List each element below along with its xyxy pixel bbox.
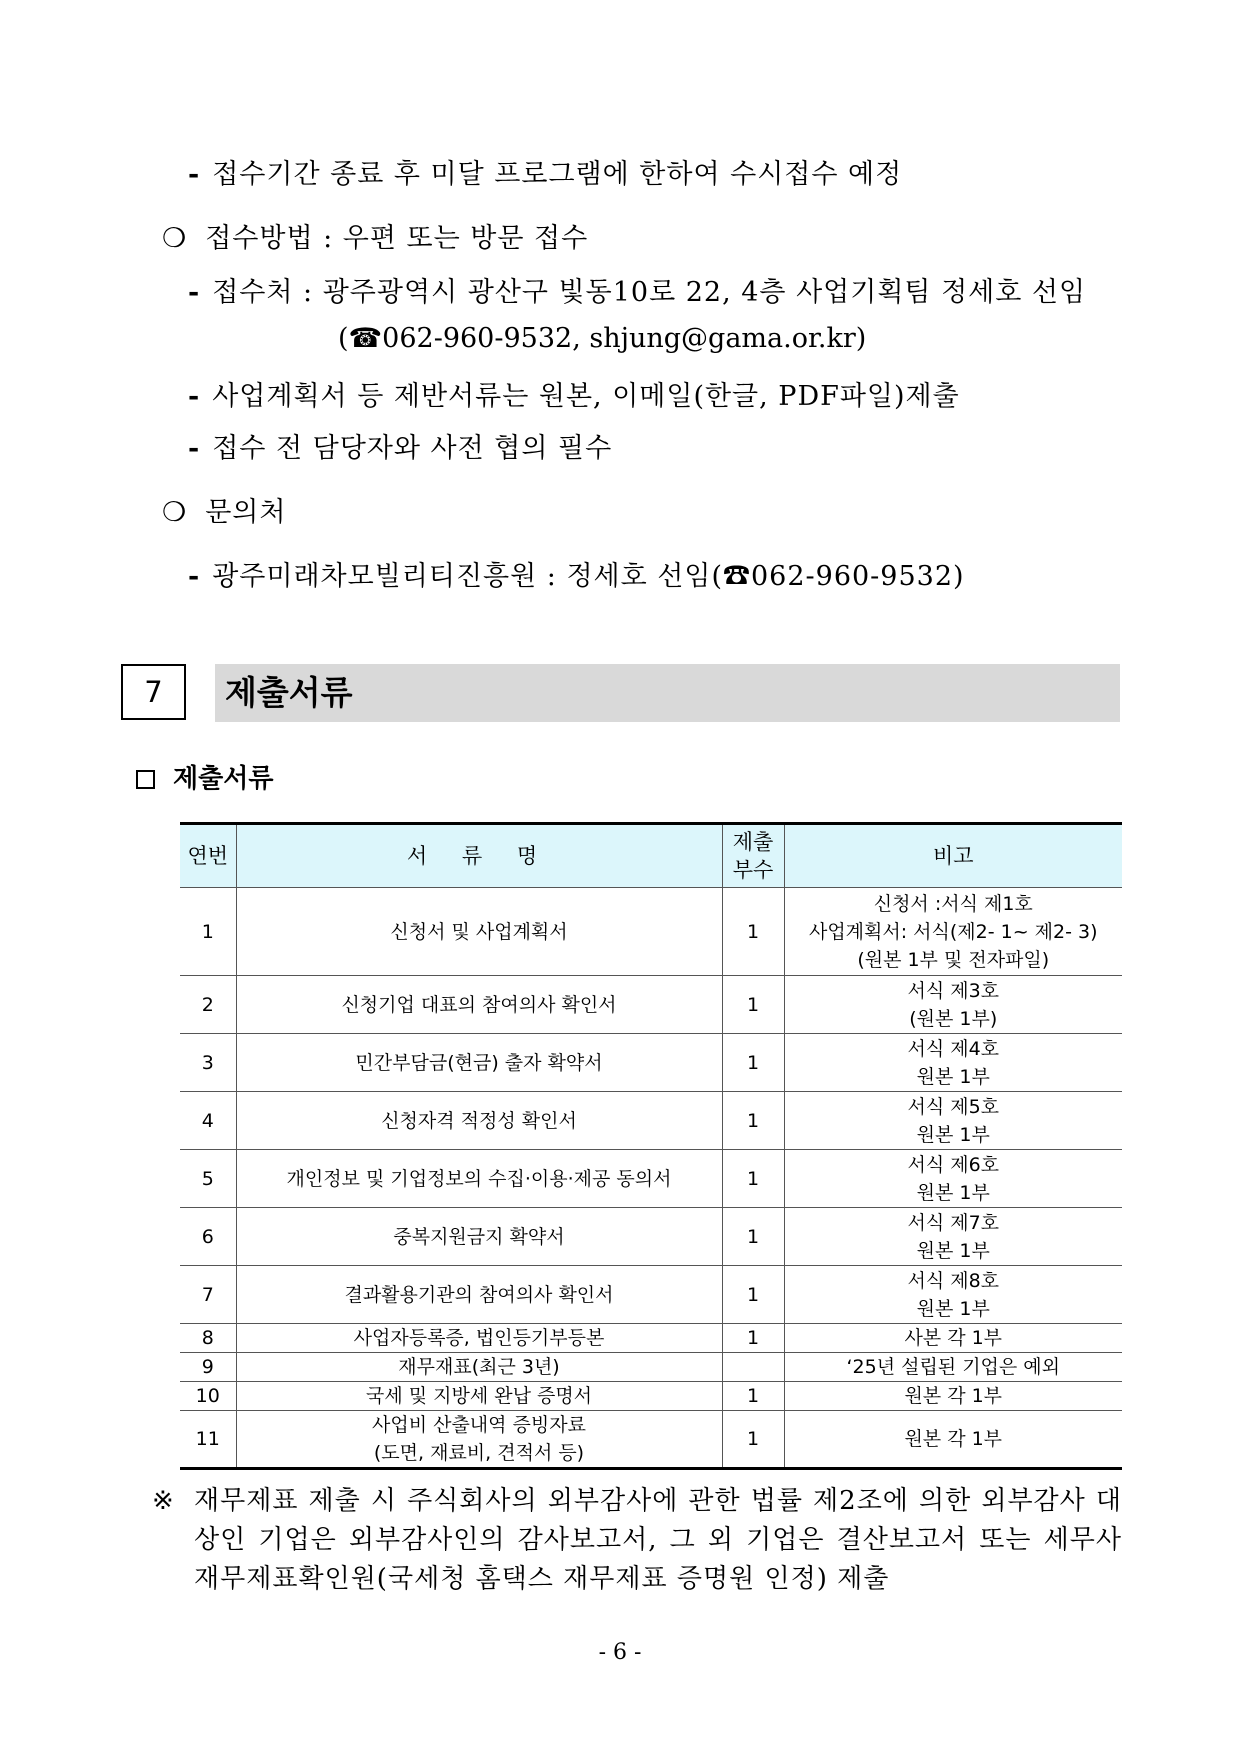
section-number-box: 7 (121, 664, 186, 720)
cell-copies: 1 (722, 976, 784, 1034)
cell-name: 개인정보 및 기업정보의 수집·이용·제공 동의서 (236, 1150, 722, 1208)
bullet-line-2 (162, 216, 588, 255)
table-row (180, 1382, 1122, 1411)
bullet-marker: - (188, 277, 201, 308)
cell-copies: 1 (722, 888, 784, 976)
cell-remark (784, 1092, 1122, 1150)
cell-remark (784, 1150, 1122, 1208)
cell-no: 3 (180, 1034, 236, 1092)
remark-line: 원본 1부 (916, 1065, 990, 1088)
cell-no: 9 (180, 1353, 236, 1382)
footnote (152, 1482, 1122, 1599)
cell-remark (784, 1382, 1122, 1411)
bullet-text: 광주미래차모빌리티진흥원 : 정세호 선임(☎062-960-9532) (212, 561, 965, 592)
remark-line: 원본 1부 (916, 1297, 990, 1320)
bullet-line-1 (188, 152, 902, 191)
cell-copies: 1 (722, 1034, 784, 1092)
bullet-marker: - (188, 433, 201, 464)
section-title: 제출서류 (225, 673, 353, 712)
circle-marker-icon: ❍ (162, 497, 188, 528)
cell-name: 사업자등록증, 법인등기부등본 (236, 1324, 722, 1353)
remark-line: 원본 1부 (916, 1239, 990, 1262)
bullet-text: 문의처 (205, 497, 287, 528)
subsection-title: 제출서류 (173, 764, 274, 794)
cell-name: 민간부담금(현금) 출자 확약서 (236, 1034, 722, 1092)
remark-line: 원본 각 1부 (904, 1428, 1003, 1450)
table-row (180, 1150, 1122, 1208)
table-row (180, 1266, 1122, 1324)
table-row (180, 1034, 1122, 1092)
cell-name: 재무재표(최근 3년) (236, 1353, 722, 1382)
bullet-text: 접수방법 : 우편 또는 방문 접수 (205, 223, 589, 254)
cell-copies: 1 (722, 1092, 784, 1150)
contact-text: (☎062-960-9532, shjung@gama.or.kr) (338, 323, 867, 354)
bullet-text: 접수기간 종료 후 미달 프로그램에 한하여 수시접수 예정 (212, 159, 903, 190)
cell-name: 결과활용기관의 참여의사 확인서 (236, 1266, 722, 1324)
section-title-bar (215, 664, 1120, 722)
remark-line: ‘25년 설립된 기업은 예외 (846, 1356, 1061, 1378)
cell-no: 6 (180, 1208, 236, 1266)
remark-line: 원본 1부 (916, 1123, 990, 1146)
bullet-marker: - (188, 381, 201, 412)
header-remark: 비고 (784, 824, 1122, 888)
cell-no: 4 (180, 1092, 236, 1150)
header-copies-line2: 부수 (732, 858, 774, 882)
remark-line: 서식 제7호 (907, 1211, 1000, 1234)
note-text: 재무제표 제출 시 주식회사의 외부감사에 관한 법률 제2조에 의한 외부감사 대상인 기업은 외부감사인의 감사보고서, 그 외 기업은 결산보고서 또는 세무사 재무제표확인원(국세청 홈택스 재무제표 증명원 인정) 제출 (194, 1486, 1122, 1594)
remark-line: 신청서 :서식 제1호 (873, 892, 1033, 915)
cell-remark (784, 1353, 1122, 1382)
remark-line: 서식 제3호 (907, 979, 1000, 1002)
bullet-marker: - (188, 561, 201, 592)
bullet-line-3 (188, 270, 1086, 309)
remark-line: (원본 1부) (909, 1007, 998, 1030)
cell-name: 중복지원금지 확약서 (236, 1208, 722, 1266)
remark-line: 사업계획서: 서식(제2- 1~ 제2- 3) (808, 920, 1098, 943)
bullet-line-6 (188, 426, 612, 465)
remark-line: 사본 각 1부 (904, 1327, 1003, 1349)
cell-name: 사업비 산출내역 증빙자료 (도면, 재료비, 견적서 등) (236, 1411, 722, 1469)
cell-name: 신청자격 적정성 확인서 (236, 1092, 722, 1150)
bullet-marker: - (188, 159, 201, 190)
contact-line (338, 323, 866, 354)
cell-no: 7 (180, 1266, 236, 1324)
remark-line: 서식 제6호 (907, 1153, 1000, 1176)
documents-table (180, 822, 1122, 1470)
cell-remark (784, 976, 1122, 1034)
cell-name: 국세 및 지방세 완납 증명서 (236, 1382, 722, 1411)
cell-remark (784, 1324, 1122, 1353)
cell-copies: 1 (722, 1324, 784, 1353)
table-row (180, 1353, 1122, 1382)
page-number: - 6 - (598, 1640, 642, 1665)
cell-copies (722, 1353, 784, 1382)
header-copies-line1: 제출 (732, 830, 774, 854)
bullet-line-8 (188, 554, 965, 593)
cell-copies: 1 (722, 1150, 784, 1208)
square-box-icon (136, 770, 155, 789)
cell-no: 8 (180, 1324, 236, 1353)
header-name: 서 류 명 (236, 824, 722, 888)
remark-line: 원본 각 1부 (904, 1385, 1003, 1407)
cell-no: 2 (180, 976, 236, 1034)
header-copies (722, 824, 784, 888)
remark-line: 서식 제8호 (907, 1269, 1000, 1292)
cell-remark (784, 1034, 1122, 1092)
table-row (180, 1208, 1122, 1266)
bullet-line-5 (188, 374, 960, 413)
table-header-row (180, 824, 1122, 888)
table-row (180, 1324, 1122, 1353)
cell-copies: 1 (722, 1411, 784, 1469)
note-mark: ※ (152, 1486, 174, 1516)
cell-remark (784, 1266, 1122, 1324)
bullet-line-7 (162, 490, 286, 529)
remark-line: 원본 1부 (916, 1181, 990, 1204)
cell-no: 1 (180, 888, 236, 976)
table-row (180, 1092, 1122, 1150)
header-no: 연번 (180, 824, 236, 888)
remark-line: 서식 제5호 (907, 1095, 1000, 1118)
cell-copies: 1 (722, 1382, 784, 1411)
subsection-heading (136, 758, 273, 795)
table-row (180, 888, 1122, 976)
cell-name: 신청기업 대표의 참여의사 확인서 (236, 976, 722, 1034)
remark-line: (원본 1부 및 전자파일) (857, 948, 1050, 971)
circle-marker-icon: ❍ (162, 223, 188, 254)
cell-no: 11 (180, 1411, 236, 1469)
bullet-text: 접수 전 담당자와 사전 협의 필수 (212, 433, 613, 464)
cell-no: 10 (180, 1382, 236, 1411)
bullet-text: 접수처 : 광주광역시 광산구 빛동10로 22, 4층 사업기획팀 정세호 선임 (212, 277, 1087, 308)
cell-name: 신청서 및 사업계획서 (236, 888, 722, 976)
table-row (180, 976, 1122, 1034)
remark-line: 서식 제4호 (907, 1037, 1000, 1060)
cell-copies: 1 (722, 1266, 784, 1324)
cell-copies: 1 (722, 1208, 784, 1266)
bullet-text: 사업계획서 등 제반서류는 원본, 이메일(한글, PDF파일)제출 (212, 381, 960, 412)
cell-remark (784, 1411, 1122, 1469)
table-row (180, 1411, 1122, 1469)
cell-remark (784, 1208, 1122, 1266)
cell-remark (784, 888, 1122, 976)
cell-no: 5 (180, 1150, 236, 1208)
